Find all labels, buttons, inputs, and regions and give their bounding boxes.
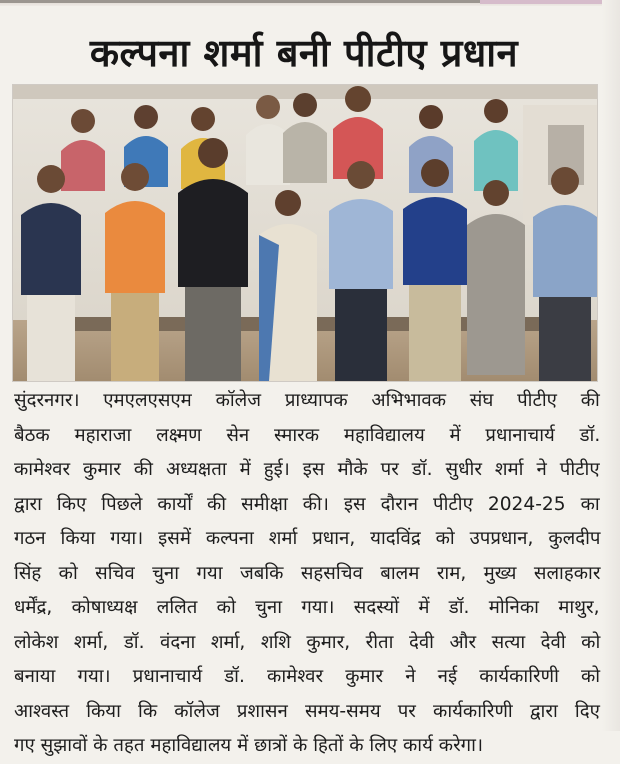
article-line: सुंदरनगर। एमएलएसएम कॉलेज प्राध्यापक अभिभावक संघ पीटीए की	[14, 390, 600, 411]
article-line: कामेश्वर कुमार की अध्यक्षता में हुई। इस मौके पर डॉ. सुधीर शर्मा ने पीटीए	[14, 459, 600, 480]
top-border	[0, 0, 620, 6]
article-line: द्वारा किए पिछले कार्यों की समीक्षा की। इस दौरान पीटीए 2024-25 का	[14, 493, 600, 515]
top-border-accent	[480, 0, 620, 4]
page-edge	[602, 0, 620, 731]
article-line: गए सुझावों के तहत महाविद्यालय में छात्रों के हितों के लिए कार्य करेगा।	[14, 735, 484, 756]
article-body	[14, 384, 600, 764]
article-line: बैठक महाराजा लक्ष्मण सेन स्मारक महाविद्यालय में प्रधानाचार्य डॉ.	[14, 424, 601, 446]
article-line: गठन किया गया। इसमें कल्पना शर्मा प्रधान, यादविंद्र को उपप्रधान, कुलदीप	[14, 528, 601, 549]
top-border-dark	[0, 0, 480, 3]
group-photo-image	[13, 85, 597, 381]
article-line: धर्मेंद्र, कोषाध्यक्ष ललित को चुना गया। सदस्यों में डॉ. मोनिका माथुर,	[14, 597, 600, 618]
headline: कल्पना शर्मा बनी पीटीए प्रधान	[89, 31, 519, 75]
article-line: बनाया गया। प्रधानाचार्य डॉ. कामेश्वर कुमार ने नई कार्यकारिणी को	[14, 666, 601, 687]
article-line: आश्वस्त किया कि कॉलेज प्रशासन समय-समय पर कार्यकारिणी द्वारा दिए	[14, 700, 600, 722]
article-line: लोकेश शर्मा, डॉ. वंदना शर्मा, शशि कुमार, रीता देवी और सत्या देवी को	[14, 631, 601, 653]
group-photo	[12, 84, 598, 382]
article-line: सिंह को सचिव चुना गया जबकि सहसचिव बालम राम, मुख्य सलाहकार	[14, 562, 601, 584]
